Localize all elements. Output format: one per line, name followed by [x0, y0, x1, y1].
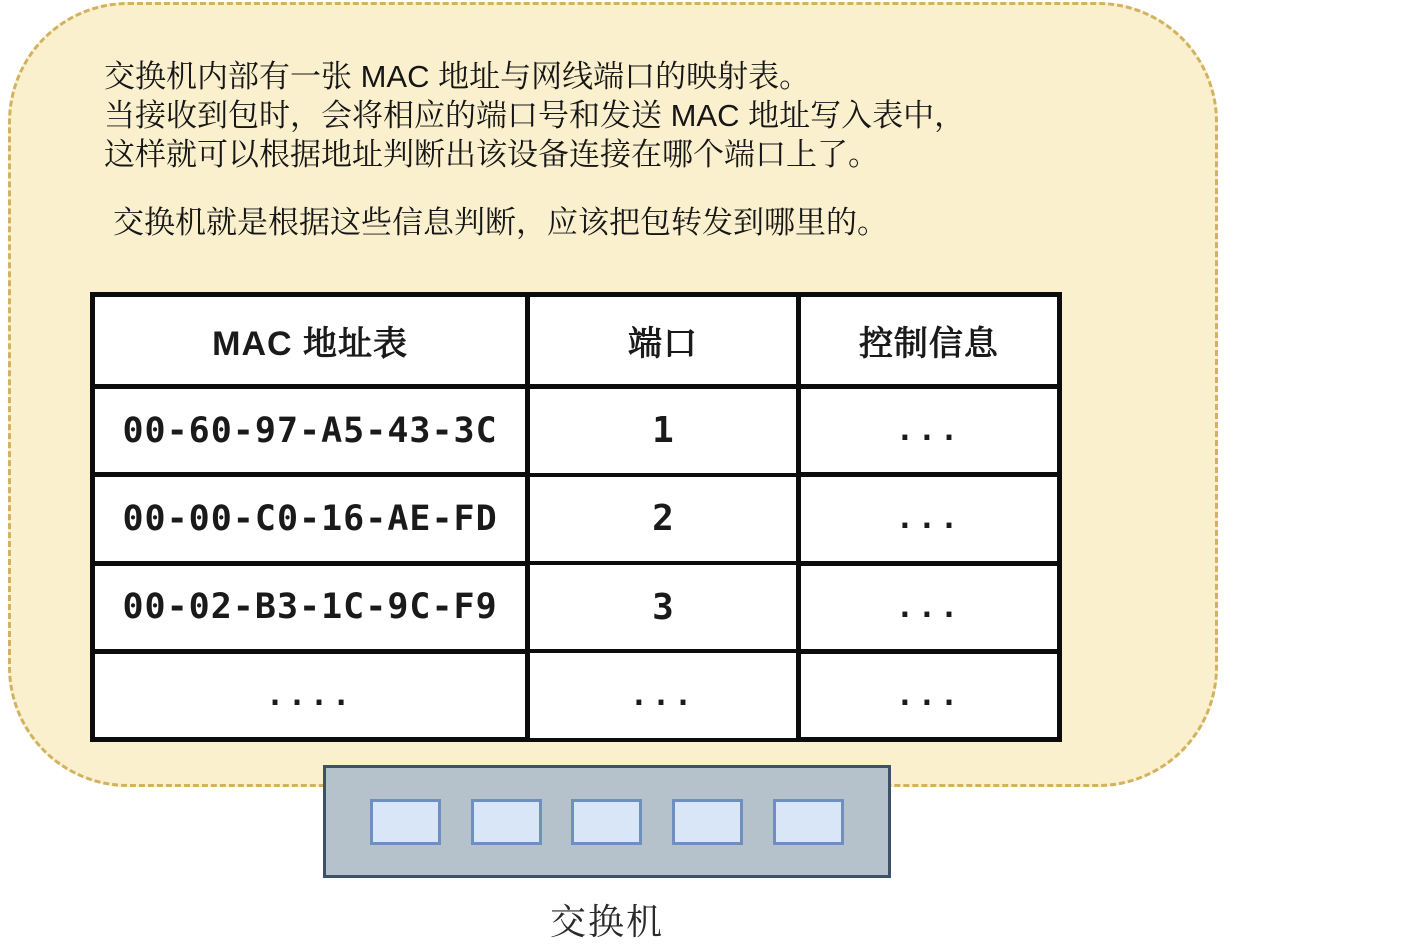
- table-row: [93, 387, 1060, 475]
- mac-address-table: [90, 292, 1062, 742]
- table-header-row: [93, 295, 1060, 387]
- cell-mac-1: 00-60-97-A5-43-3C: [93, 387, 528, 475]
- table-row: [93, 563, 1060, 651]
- conclusion-paragraph: 交换机就是根据这些信息判断，应该把包转发到哪里的。: [113, 205, 888, 240]
- cell-info-4: ...: [798, 651, 1059, 739]
- intro-paragraph: [104, 57, 965, 174]
- cell-mac-2: 00-00-C0-16-AE-FD: [93, 475, 528, 563]
- cell-port-1: 1: [528, 387, 799, 475]
- table-row: [93, 651, 1060, 739]
- header-mac-address: MAC 地址表: [93, 295, 528, 387]
- switch-port-4: [672, 799, 743, 845]
- switch-port-5: [773, 799, 844, 845]
- intro-line-3: 这样就可以根据地址判断出该设备连接在哪个端口上了。: [104, 137, 879, 172]
- cell-info-1: ...: [798, 387, 1059, 475]
- cell-mac-3: 00-02-B3-1C-9C-F9: [93, 563, 528, 651]
- header-port: 端口: [528, 295, 799, 387]
- table-row: [93, 475, 1060, 563]
- switch-port-3: [571, 799, 642, 845]
- switch-label: 交换机: [549, 901, 664, 942]
- intro-line-1: 交换机内部有一张 MAC 地址与网线端口的映射表。: [104, 59, 811, 94]
- cell-info-2: ...: [798, 475, 1059, 563]
- switch-illustration: [323, 765, 891, 878]
- switch-port-1: [370, 799, 441, 845]
- cell-mac-4: ....: [93, 651, 528, 739]
- cell-port-2: 2: [528, 475, 799, 563]
- header-control-info: 控制信息: [798, 295, 1059, 387]
- cell-port-4: ...: [528, 651, 799, 739]
- cell-info-3: ...: [798, 563, 1059, 651]
- cell-port-3: 3: [528, 563, 799, 651]
- intro-line-2: 当接收到包时，会将相应的端口号和发送 MAC 地址写入表中，: [104, 98, 966, 133]
- switch-port-2: [471, 799, 542, 845]
